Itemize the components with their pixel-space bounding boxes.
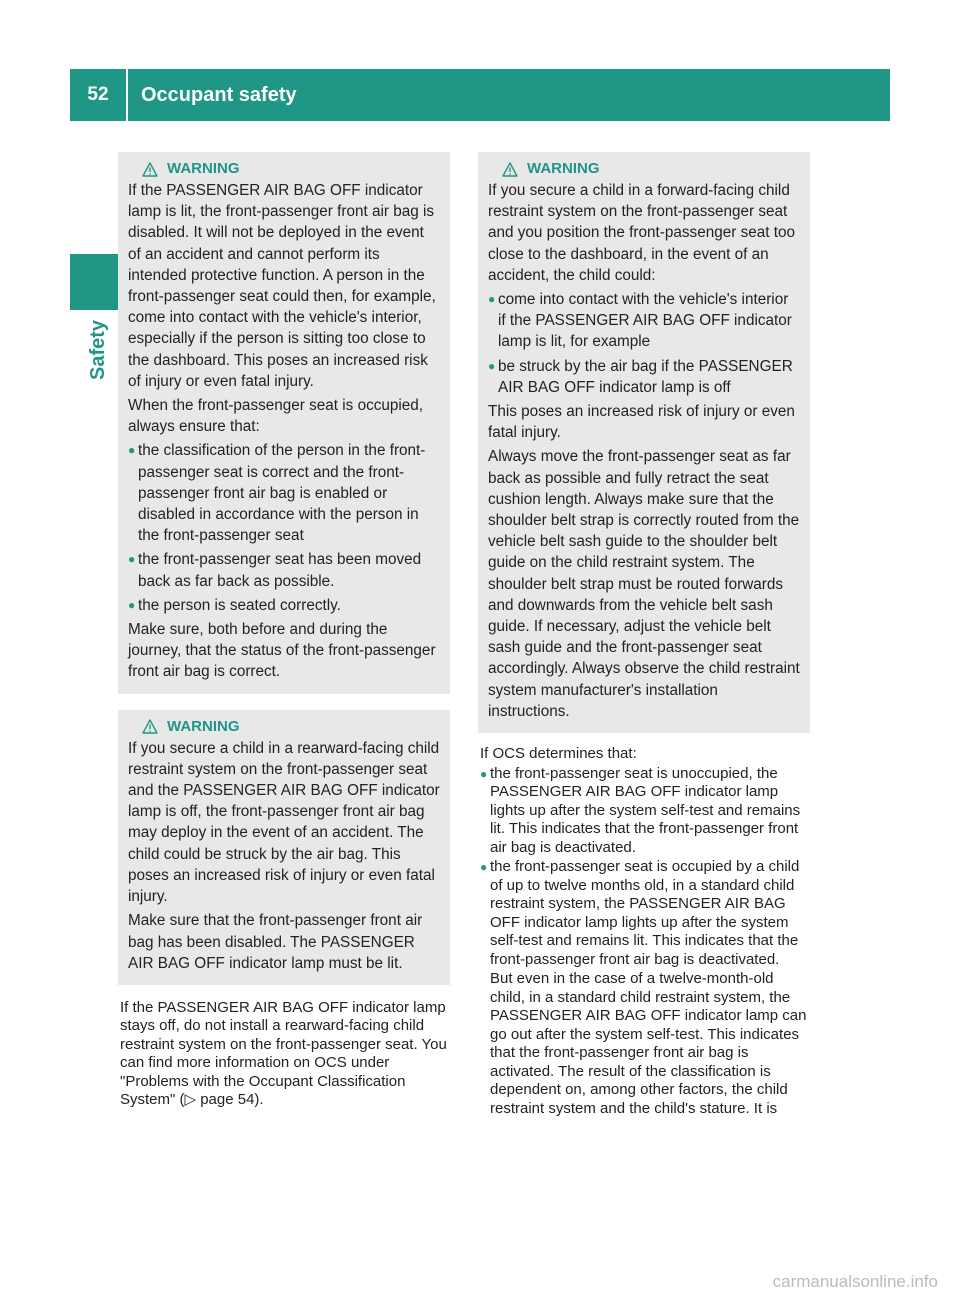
warning-paragraph: Make sure that the front-passenger front air bag has been disabled. The PASSENGER AIR BAG OFF indicator lamp must be lit. [128,912,423,972]
list-item-text: the front-passenger seat is occupied by a child of up to twelve months old, in a standard child restraint system, the PASSENGER AIR BAG OFF indicator lamp lights up after the system self-test and remains lit. This indicates that the front-passenger front air bag is deactivated. [490,858,800,968]
warning-intro: If you secure a child in a forward-facing child restraint system on the front-passenger seat and you position the front-passenger seat too close to the dashboard, in the event of an accident, the child could: [488,182,795,284]
right-column [478,152,810,1119]
side-tab-label: Safety [86,319,109,380]
warning-paragraph: This poses an increased risk of injury or even fatal injury. [488,403,795,442]
bullet-icon: ● [488,358,496,373]
bullet-icon: ● [128,443,136,458]
header-divider [126,69,128,121]
page-number: 52 [87,84,109,105]
section-title: Occupant safety [141,83,297,106]
body-text: If the PASSENGER AIR BAG OFF indicator lamp stays off, do not install a rearward-facing child restraint system on the front-passenger seat. You can find more information on OCS under "Problems with the Occupant Classification System" ( [120,998,447,1109]
list-item [128,549,440,591]
bullet-icon: ● [480,766,488,781]
bullet-icon: ● [128,597,136,612]
warning-title: WARNING [167,160,240,178]
list-item [128,595,440,616]
warning-paragraph: If you secure a child in a rearward-facing child restraint system on the front-passenger seat and the PASSENGER AIR BAG OFF indicator lamp is off, the front-passenger front air bag may deploy in the event of an accident. The child could be struck by the air bag. This poses an increased risk of injury or even fatal injury. [128,739,440,906]
list-item [488,356,800,398]
watermark: carmanualsonline.info [772,1272,938,1291]
list-item-text: the person is seated correctly. [138,596,341,614]
body-lead: If OCS determines that: [480,745,637,763]
warning-header [142,716,440,738]
bullet-icon: ● [128,552,136,567]
bullet-icon: ● [488,292,496,307]
list-item [488,289,800,353]
list-item-text: be struck by the air bag if the PASSENGER AIR BAG OFF indicator lamp is off [498,357,793,396]
list-item-text: the classification of the person in the front-passenger seat is correct and the front-passenger front air bag is enabled or disabled in accordance with the person in the front-passenger seat [138,442,426,545]
page-ref-arrow-icon: ▷ [184,1091,197,1109]
warning-title: WARNING [167,718,240,736]
warning-paragraph: Always move the front-passenger seat as far back as possible and fully retract the seat cushion length. Always make sure that the shoulder belt strap is correctly routed from the vehicle belt sash guide to the shoulder belt guide on the child restraint system. The shoulder belt strap must be routed forwards and downwards from the vehicle belt sash guide. If necessary, adjust the vehicle belt sash guide and the front-passenger seat accordingly. Always observe the child restraint system manufacturer's installation instructions. [488,448,800,720]
warning-intro: If the PASSENGER AIR BAG OFF indicator lamp is lit, the front-passenger front air bag is disabled. It will not be deployed in the event of an accident and cannot perform its intended protective function. A person in the front-passenger seat could then, for example, come into contact with the vehicle's interior, especially if the person is sitting too close to the dashboard. This poses an increased risk of injury or even fatal injury. [128,182,436,390]
list-item-text: the front-passenger seat has been moved back as far back as possible. [138,551,422,590]
ocs-determination-section [478,745,810,1118]
body-paragraph [118,999,450,1110]
warning-lead: When the front-passenger seat is occupied, always ensure that: [128,397,424,436]
warning-header [502,158,800,180]
warning-triangle-icon [502,162,518,177]
page-reference-link[interactable]: page 54). [196,1091,264,1109]
warning-box-forward-facing [478,152,810,733]
list-item [480,858,810,969]
list-item-text: the front-passenger seat is unoccupied, the PASSENGER AIR BAG OFF indicator lamp lights up after the system self-test and remains lit. This indicates that the front-passenger front air bag is deactivated. [490,764,801,856]
warning-triangle-icon [142,719,158,734]
warning-box-airbag-lit [118,152,450,694]
warning-title: WARNING [527,160,600,178]
warning-triangle-icon [142,162,158,177]
list-item-text: come into contact with the vehicle's interior if the PASSENGER AIR BAG OFF indicator lamp is lit, for example [498,291,792,351]
list-item [128,440,440,546]
warning-header [142,158,440,180]
left-column [118,152,450,1110]
warning-box-rearward-facing [118,710,450,985]
bullet-icon: ● [480,860,488,875]
sub-paragraph: But even in the case of a twelve-month-old child, in a standard child restraint system, the PASSENGER AIR BAG OFF indicator lamp can go out after the system self-test. This indicates that the front-passenger front air bag is activated. The result of the classification is dependent on, among other factors, the child restraint system and the child's stature. It is [490,970,807,1117]
list-item [480,765,810,858]
warning-outro: Make sure, both before and during the journey, that the status of the front-passenger front air bag is correct. [128,621,436,681]
